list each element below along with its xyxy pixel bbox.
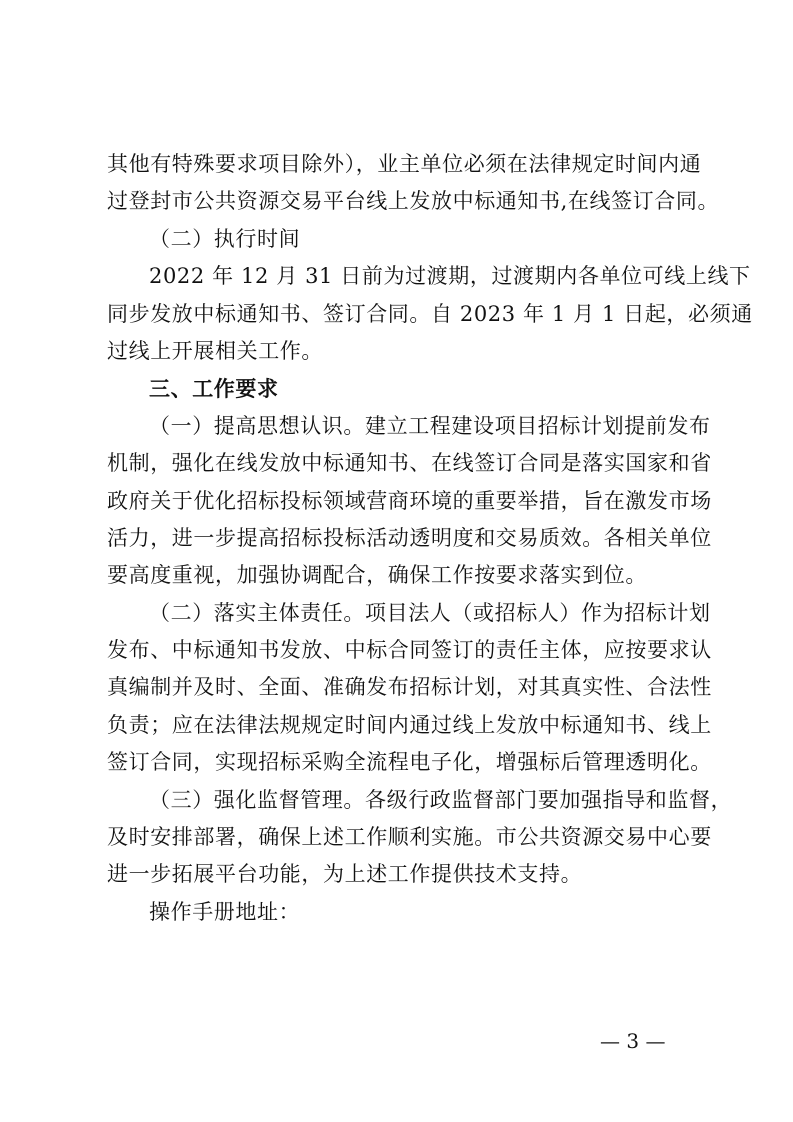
body-line: 签订合同，实现招标采购全流程电子化，增强标后管理透明化。 xyxy=(107,750,712,775)
body-line: （二）落实主体责任。项目法人（或招标人）作为招标计划 xyxy=(149,600,711,625)
body-line: 负责；应在法律法规规定时间内通过线上发放中标通知书、线上 xyxy=(107,712,712,737)
body-line: 要高度重视，加强协调配合，确保工作按要求落实到位。 xyxy=(107,563,647,588)
subsection-heading: （二）执行时间 xyxy=(149,226,301,251)
body-line: 同步发放中标通知书、签订合同。自 2023 年 1 月 1 日起，必须通 xyxy=(107,301,753,326)
section-heading: 三、工作要求 xyxy=(149,376,279,402)
body-line: 过登封市公共资源交易平台线上发放中标通知书,在线签订合同。 xyxy=(107,189,720,214)
body-line: 政府关于优化招标投标领域营商环境的重要举措，旨在激发市场 xyxy=(107,488,712,513)
body-line: 操作手册地址： xyxy=(149,899,301,924)
body-line: 进一步拓展平台功能，为上述工作提供技术支持。 xyxy=(107,862,583,887)
body-line: 真编制并及时、全面、准确发布招标计划，对其真实性、合法性 xyxy=(107,675,712,700)
body-line: 发布、中标通知书发放、中标合同签订的责任主体，应按要求认 xyxy=(107,638,712,663)
body-line: 及时安排部署，确保上述工作顺利实施。市公共资源交易中心要 xyxy=(107,825,712,850)
body-line: 活力，进一步提高招标投标活动透明度和交易质效。各相关单位 xyxy=(107,525,712,550)
body-line: 过线上开展相关工作。 xyxy=(107,338,323,363)
body-line: 其他有特殊要求项目除外），业主单位必须在法律规定时间内通 xyxy=(107,152,702,176)
body-line: （一）提高思想认识。建立工程建设项目招标计划提前发布 xyxy=(149,413,711,438)
body-line: 2022 年 12 月 31 日前为过渡期，过渡期内各单位可线上线下 xyxy=(149,264,751,289)
page-number: — 3 — xyxy=(600,1029,666,1053)
body-line: （三）强化监督管理。各级行政监督部门要加强指导和监督， xyxy=(149,787,733,812)
body-line: 机制，强化在线发放中标通知书、在线签订合同是落实国家和省 xyxy=(107,451,712,476)
document-body xyxy=(107,146,753,931)
